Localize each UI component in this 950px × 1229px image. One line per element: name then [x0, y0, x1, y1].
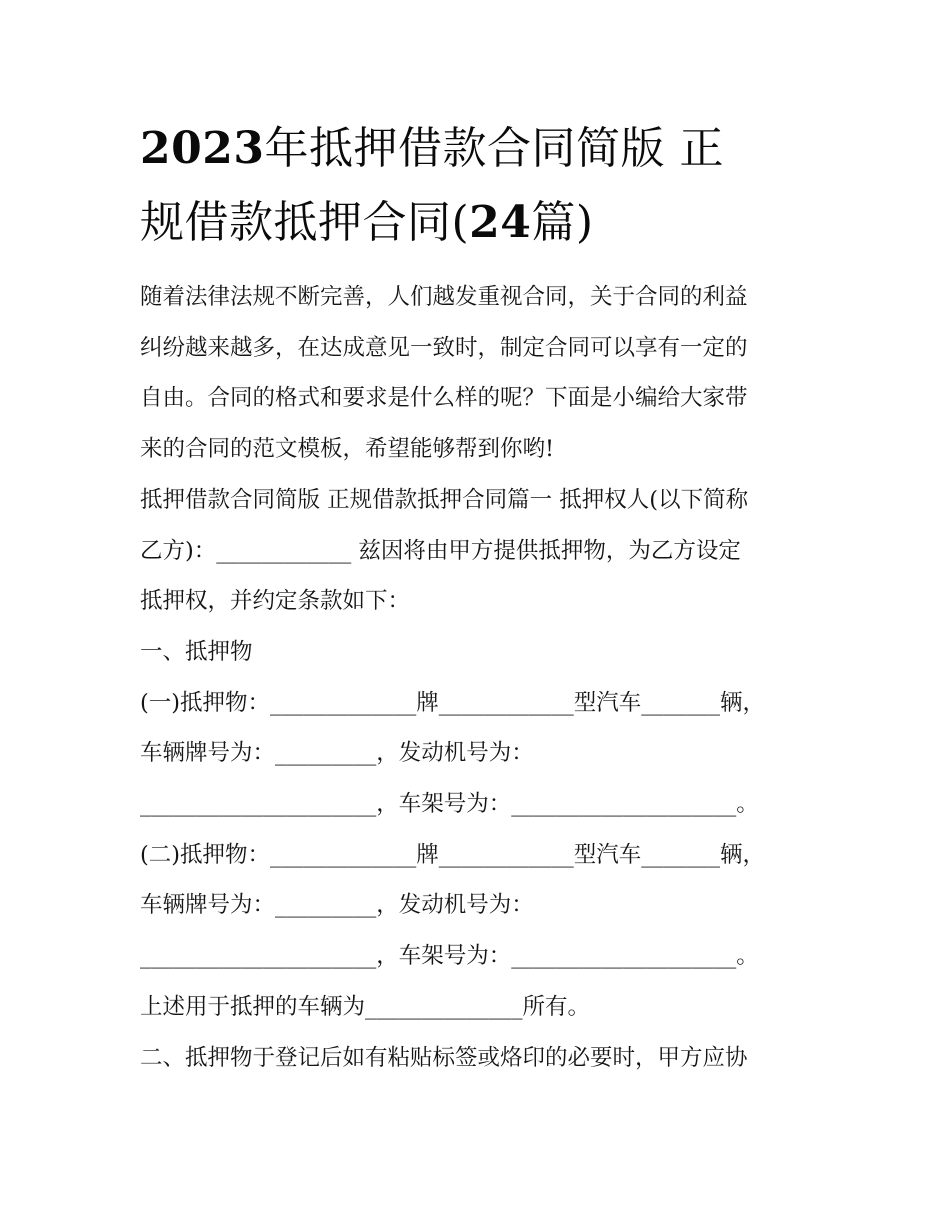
body-line: _____________________，车架号为：____________________。: [140, 943, 759, 970]
body-line: (一)抵押物：_____________牌____________型汽车_______辆，: [140, 689, 766, 716]
body-line: 自由。合同的格式和要求是什么样的呢？下面是小编给大家带: [140, 385, 748, 412]
body-line: 来的合同的范文模板，希望能够帮到你哟!: [140, 436, 555, 463]
body-line: 纠纷越来越多，在达成意见一致时，制定合同可以享有一定的: [140, 334, 748, 361]
section-heading-collateral: 一、抵押物: [140, 638, 253, 665]
body-line: 随着法律法规不断完善，人们越发重视合同，关于合同的利益: [140, 284, 748, 310]
title-number: 2023: [140, 123, 265, 174]
body-line: 抵押借款合同简版 正规借款抵押合同篇一 抵押权人(以下简称: [140, 486, 749, 513]
document-content: [140, 112, 830, 1083]
body-line: 乙方)：____________ 兹因将由甲方提供抵押物，为乙方设定: [140, 537, 741, 564]
title-number: 24: [469, 197, 532, 248]
body-line: _____________________，车架号为：____________________。: [140, 791, 759, 818]
body-line: 车辆牌号为：_________，发动机号为：: [140, 740, 534, 767]
title-line-1: 2023年抵押借款合同简版 正: [140, 123, 724, 174]
body-line: 抵押权，并约定条款如下：: [140, 588, 411, 615]
body-line: 上述用于抵押的车辆为______________所有。: [140, 993, 591, 1020]
body-line: 车辆牌号为：_________，发动机号为：: [140, 892, 534, 919]
section-heading-labels: 二、抵押物于登记后如有粘贴标签或烙印的必要时，甲方应协: [140, 1044, 748, 1071]
document-title: [140, 112, 830, 260]
title-line-2: 规借款抵押合同(24篇): [140, 197, 594, 248]
body-line: (二)抵押物：_____________牌____________型汽车_______辆，: [140, 841, 766, 868]
document-body: [140, 272, 830, 1083]
